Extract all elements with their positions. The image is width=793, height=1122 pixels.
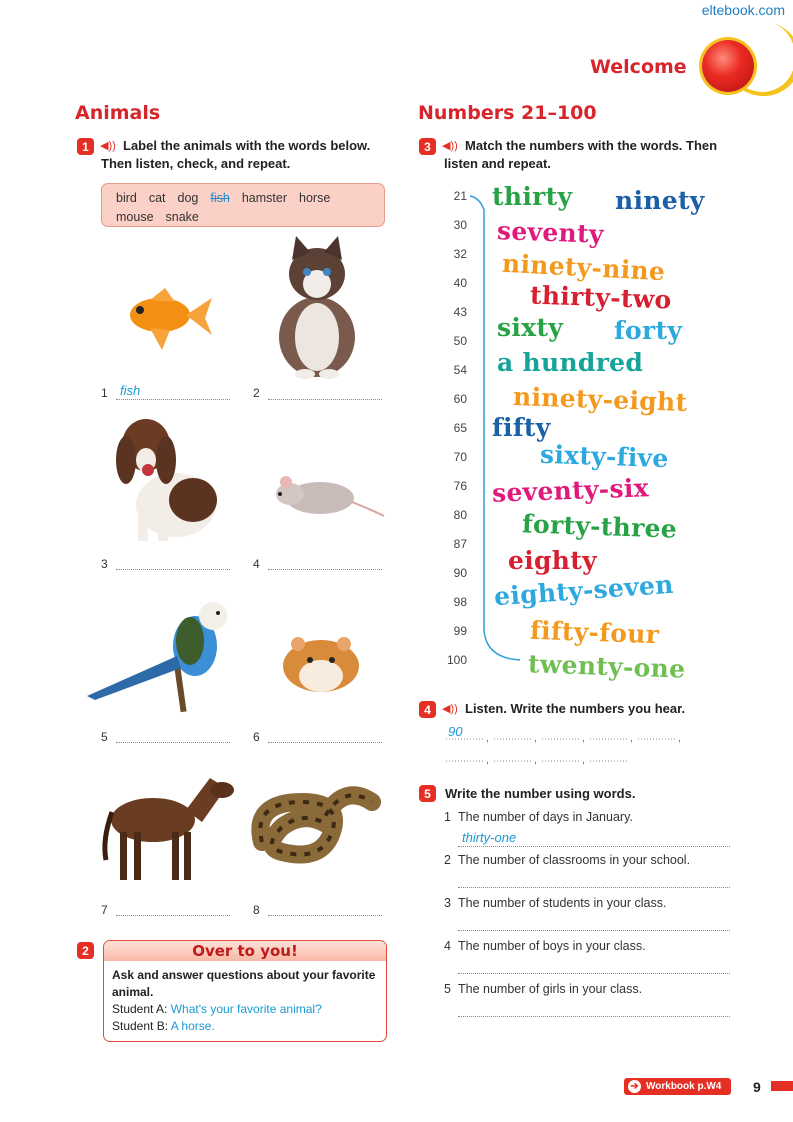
svg-text:,: , [486, 755, 489, 766]
snake-image [242, 772, 382, 872]
question-number: 4 [444, 939, 451, 953]
number-word: seventy-six [491, 473, 650, 508]
over-to-you-title: Over to you! [104, 941, 386, 961]
word: bird [116, 191, 137, 205]
animals-heading: Animals [75, 102, 161, 124]
number: 30 [453, 218, 467, 232]
exercise-instruction: Listen. Write the numbers you hear. [465, 701, 686, 716]
number-word: fifty [492, 413, 551, 442]
answer-blanks[interactable] [444, 727, 694, 767]
item-number: 7 [101, 903, 108, 917]
answer-line[interactable] [458, 845, 730, 847]
page-number: 9 [753, 1079, 761, 1095]
answer-line[interactable] [458, 972, 730, 974]
number-word: eighty-seven [493, 569, 675, 612]
dog-image [108, 410, 223, 545]
word: cat [148, 191, 166, 205]
red-ball-icon [702, 40, 754, 92]
number: 90 [453, 566, 467, 580]
number-word: thirty [492, 182, 573, 211]
word: horse [299, 191, 331, 205]
number-word: sixty-five [539, 439, 670, 474]
question-number: 5 [444, 982, 451, 996]
number: 43 [453, 305, 467, 319]
exercise-number: 5 [419, 785, 436, 802]
mouse-image [272, 470, 387, 522]
exercise-instruction: Match the numbers with the words. Then [465, 138, 718, 153]
answer-line[interactable] [116, 398, 230, 400]
question-text: The number of students in your class. [458, 896, 667, 910]
question-text: The number of girls in your class. [458, 982, 643, 996]
number-word: fifty-four [529, 615, 660, 650]
word: mouse [116, 210, 154, 224]
numbers-heading: Numbers 21–100 [418, 102, 597, 124]
exercise-number: 2 [77, 942, 94, 959]
over-to-you-instruction-cont: animal. [112, 985, 154, 999]
exercise-number: 1 [77, 138, 94, 155]
over-to-you-instruction: Ask and answer questions about your favorite [112, 968, 376, 982]
number: 50 [453, 334, 467, 348]
workbook-link-label: Workbook p.W4 [646, 1081, 722, 1092]
answer-line[interactable] [268, 741, 382, 743]
item-number: 8 [253, 903, 260, 917]
site-url: eltebook.com [701, 2, 785, 18]
answer-line[interactable] [458, 886, 730, 888]
question-number: 3 [444, 896, 451, 910]
word: hamster [241, 191, 287, 205]
arrow-right-icon: ➔ [628, 1080, 641, 1093]
answer-line[interactable] [458, 1015, 730, 1017]
page-tab-decoration [771, 1081, 793, 1091]
section-title: Welcome [590, 56, 687, 78]
svg-text:,: , [582, 733, 585, 744]
number-word: ninety-nine [501, 248, 666, 287]
number-word: eighty [508, 546, 597, 575]
speaker-icon[interactable]: ◀)) [442, 140, 458, 152]
word: snake [165, 210, 199, 224]
number: 40 [453, 276, 467, 290]
over-to-you-box [103, 940, 387, 1042]
word-box [101, 183, 385, 227]
number: 87 [453, 537, 467, 551]
answer-text: fish [120, 383, 141, 398]
question-text: The number of days in January. [458, 810, 633, 824]
item-number: 3 [101, 557, 108, 571]
number: 100 [446, 653, 467, 667]
number-word: forty [614, 316, 683, 345]
svg-text:,: , [486, 733, 489, 744]
answer-line[interactable] [268, 568, 382, 570]
number: 70 [453, 450, 467, 464]
speaker-icon[interactable]: ◀)) [100, 140, 116, 152]
student-b-label: Student B: [112, 1019, 169, 1033]
svg-text:,: , [582, 755, 585, 766]
hamster-image [280, 632, 362, 694]
number-word: sixty [497, 313, 564, 342]
cat-image [272, 232, 362, 380]
exercise-number: 3 [419, 138, 436, 155]
item-number: 6 [253, 730, 260, 744]
question-text: The number of boys in your class. [458, 939, 646, 953]
student-a-label: Student A: [112, 1002, 168, 1016]
svg-text:,: , [534, 755, 537, 766]
answer-text: 90 [448, 724, 463, 739]
item-number: 1 [101, 386, 108, 400]
student-a-text: What's your favorite animal? [170, 1002, 322, 1016]
number: 76 [453, 479, 467, 493]
answer-line[interactable] [116, 568, 230, 570]
number-word: a hundred [497, 348, 644, 377]
number: 80 [453, 508, 467, 522]
exercise-instruction: Label the animals with the words below. [123, 138, 371, 153]
workbook-link[interactable] [624, 1078, 731, 1095]
item-number: 4 [253, 557, 260, 571]
student-b-text: A horse. [170, 1019, 215, 1033]
speaker-icon[interactable]: ◀)) [442, 703, 458, 715]
answer-line[interactable] [458, 929, 730, 931]
word: dog [177, 191, 199, 205]
exercise-instruction-cont: listen and repeat. [444, 156, 551, 171]
fish-image [120, 280, 215, 360]
number-word: forty-three [521, 509, 678, 544]
bird-image [85, 596, 235, 714]
number-word: ninety [615, 186, 705, 215]
number: 99 [453, 624, 467, 638]
item-number: 5 [101, 730, 108, 744]
question-number: 1 [444, 810, 451, 824]
question-text: The number of classrooms in your school. [458, 853, 691, 867]
answer-line[interactable] [116, 741, 230, 743]
number: 32 [453, 247, 467, 261]
word-used: fish [210, 191, 230, 205]
svg-text:,: , [534, 733, 537, 744]
number: 54 [453, 363, 467, 377]
svg-text:,: , [678, 733, 681, 744]
exercise-number: 4 [419, 701, 436, 718]
question-number: 2 [444, 853, 451, 867]
horse-image [98, 770, 236, 882]
exercise-instruction-cont: Then listen, check, and repeat. [101, 156, 291, 171]
number: 98 [453, 595, 467, 609]
answer-line[interactable] [268, 914, 382, 916]
item-number: 2 [253, 386, 260, 400]
answer-text: thirty-one [462, 830, 517, 845]
number-word: thirty-two [529, 280, 673, 315]
number-word: twenty-one [527, 649, 686, 684]
number: 21 [453, 189, 467, 203]
exercise-instruction: Write the number using words. [445, 786, 636, 801]
answer-line[interactable] [268, 398, 382, 400]
number: 60 [453, 392, 467, 406]
number-word: seventy [496, 216, 605, 249]
answer-line[interactable] [116, 914, 230, 916]
svg-text:,: , [630, 733, 633, 744]
number-word: ninety-eight [512, 381, 688, 418]
number: 65 [453, 421, 467, 435]
